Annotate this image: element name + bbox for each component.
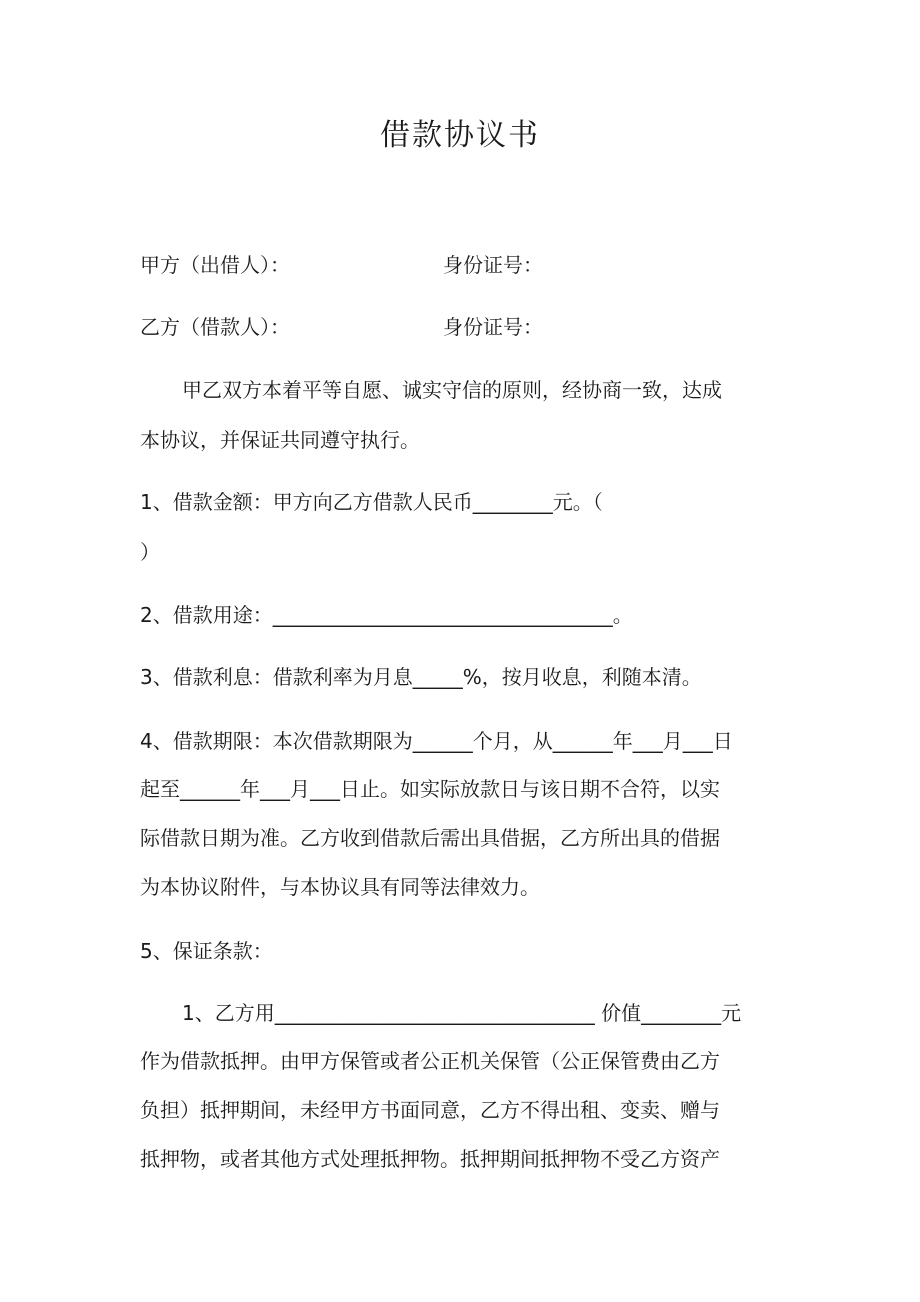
preamble-line-2: 本协议，并保证共同遵守执行。 xyxy=(140,428,420,452)
preamble-line-1: 甲乙双方本着平等自愿、诚实守信的原则，经协商一致，达成 xyxy=(182,378,722,402)
clause-5-1-line-3: 负担）抵押期间，未经甲方书面同意，乙方不得出租、变卖、赠与 xyxy=(140,1098,720,1122)
clause-4-line-3: 际借款日期为准。乙方收到借款后需出具借据，乙方所出具的借据 xyxy=(140,826,720,850)
clause-4-line-2: 起至______年___月___日止。如实际放款日与该日期不合符，以实 xyxy=(140,777,720,801)
clause-4-line-1: 4、借款期限：本次借款期限为______个月，从______年___月___日 xyxy=(140,729,733,753)
clause-2: 2、借款用途：__________________________________。 xyxy=(140,603,633,627)
clause-1-line-2: ） xyxy=(140,540,160,564)
party-a-label: 甲方（出借人）： xyxy=(140,253,290,277)
document-title: 借款协议书 xyxy=(380,118,540,153)
party-b-label: 乙方（借款人）： xyxy=(140,315,290,339)
clause-5-heading: 5、保证条款： xyxy=(140,939,273,963)
clause-4-line-4: 为本协议附件，与本协议具有同等法律效力。 xyxy=(140,875,540,899)
clause-3: 3、借款利息：借款利率为月息_____%，按月收息，利随本清。 xyxy=(140,665,702,689)
clause-5-1-line-2: 作为借款抵押。由甲方保管或者公正机关保管（公正保管费由乙方 xyxy=(140,1049,720,1073)
clause-5-1-line-1: 1、乙方用________________________________ 价值________元 xyxy=(182,1001,742,1025)
party-a-id-label: 身份证号： xyxy=(443,253,543,277)
clause-5-1-line-4: 抵押物，或者其他方式处理抵押物。抵押期间抵押物不受乙方资产 xyxy=(140,1147,720,1171)
clause-1-line-1: 1、借款金额：甲方向乙方借款人民币________元。（ xyxy=(140,490,603,514)
party-b-id-label: 身份证号： xyxy=(443,315,543,339)
